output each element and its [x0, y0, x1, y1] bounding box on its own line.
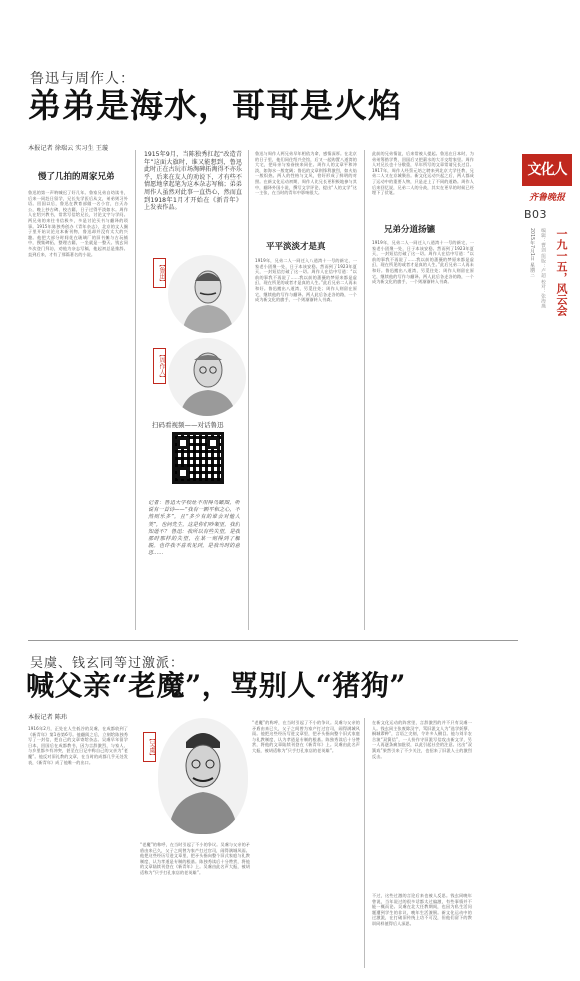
article1-column-3b: 1919年，兄弟二人一同迁入八道湾十一号的新宅，一家老小团聚一处，日子本该安稳。然而到了1923年夏天，一封短信打破了这一切。周作人在信中写道：“以前的事我不再说了……我以前的蔷薇的梦原来都是虚幻，现在所见的或者才是真的人生。”此后兄弟二人再未和好。鲁迅搬出八道湾，另觅住处；周作人则留在原宅，继续他的写作与翻译。两人此后各走各的路，一个成为新文化的旗手，一个则渐渐转入书斋。: [255, 258, 357, 303]
luxun-tag: 【鲁迅】: [153, 258, 166, 288]
section-divider: [28, 640, 518, 641]
article1-column-4b: 1919年，兄弟二人一同迁入八道湾十一号的新宅，一家老小团聚一处，日子本该安稳。然而到了1923年夏天，一封短信打破了这一切。周作人在信中写道：“以前的事我不再说了……我以前的蔷薇的梦原来都是虚幻，现在所见的或者才是真的人生。”此后兄弟二人再未和好。鲁迅搬出八道湾，另觅住处；周作人则留在原宅，继续他的写作与翻译。两人此后各走各的路，一个成为新文化的旗手，一个则渐渐转入书斋。: [372, 240, 474, 285]
column-rule: [364, 718, 365, 968]
column-rule: [364, 150, 365, 630]
article1-subhead-1: 慢了几拍的周家兄弟: [38, 172, 115, 182]
article1-pullquote: 1915年9月，当陈独秀扛起“改造青年”这面大旗时，谁又能想到，鲁迅此时正在古玩市场淘碑拓淘得不亦乐乎，后来在友人的劝说下，才有些不情愿地拿起笔为这本杂志写稿；弟弟周作人虽然对此事一直热心，然而直到1918年1月才开始在《新青年》上发表作品。: [144, 151, 242, 212]
zhouzuoren-tag: 【周作人】: [153, 348, 166, 384]
article1-column-3: 鲁迅与周作人两兄弟早年相依为命，感情深厚。在北京的日子里，他们同住绍兴会馆，后又一起购置八道湾的大宅，把母亲与家眷接来同住。周作人的文章平和冲淡，如海水一般宽阔；鲁迅的文章则锋利激烈，如火焰一般炽热。两人的性格与文风，恰好形成了鲜明的对照。在新文化运动初期，周作人比兄长更积极地参与其中，翻译外国小说，撰写文学评论，提出“人的文学”这一主张，在当时的青年中影响很大。: [255, 151, 357, 196]
masthead: [522, 0, 580, 420]
masthead-section-title: 文化人: [522, 154, 572, 186]
article1-byline: 本报记者 徐瑞云 实习生 王璇: [28, 145, 109, 152]
qr-caption: 扫码看视频——对话鲁迅: [152, 421, 224, 429]
masthead-paper-name: 齐鲁晚报: [528, 193, 565, 203]
wuyu-tag: 【吴虞】: [143, 732, 156, 762]
masthead-page-number: B03: [524, 208, 548, 221]
article2-column-2: “老魔”的称呼，在当时引起了不小的争议。吴虞与父亲的矛盾由来已久，父子之间曾为家产打过官司，闹得满城风雨。他把这些经历写进文章里，把矛头指向整个旧式家庭与礼教制度，认为孝道是专制的根基。陈独秀读后十分赞赏，将他的文章陆续刊登在《新青年》上。吴虞由此名声大振，被胡适称为“只手打孔家店的老英雄”。: [140, 842, 250, 875]
masthead-editor-line: 编辑：曹剑 组版：卢超 校对：张海燕: [540, 228, 545, 308]
article1-column-1: 鲁迅的第一声呐喊迟了好几年。鲁家兄弟自幼读书，后来一同赴日留学，兄长先学医后从文，弟弟则习外语。回国以后，鲁迅在教育部做一名小官，白天办公，晚上抄古碑、校古籍，日子过得平淡如水。周作人在绍兴教书，常常写信给兄长，讨论文字与学问。两兄弟的来往书信极多，多是讨论买书与翻译的琐事。1915年陈独秀创办《青年杂志》，北京的文人圈子里开始议论这本新刊物，鲁迅却并没有太大的兴趣。他把大部分时间花在琉璃厂的旧书摊与古玩铺中，搜集碑拓，整理古籍，一坐就是一整天。钱玄同多次登门拜访，劝他为杂志写稿，他起初总是推辞。直到后来，才有了那篇著名的小说。: [28, 190, 128, 257]
article2-headline: 喊父亲“老魔”，骂别人“猪狗”: [26, 669, 406, 702]
zhouzuoren-portrait: [168, 338, 246, 416]
article2-byline: 本报记者 陈玮: [28, 714, 68, 721]
luxun-portrait: [168, 255, 246, 333]
masthead-series-title: 一九一五，风云会: [555, 228, 568, 316]
column-rule: [135, 150, 136, 630]
column-rule: [248, 150, 249, 630]
reporter-dialogue: 记者：鲁迅大学校址不用得鸟瞰图，听说有一首诗——“我有一颗平和之心，不然则乐多”，且“多少有的谁会对他人笑”，也问先生，这是你们吵架里，我们知道不？ 鲁迅：我所以有些失望，是我那时那样的失望，在某一刻得到了解脱。也许我不喜欢见到，是我当时的意思……: [148, 500, 240, 557]
qr-code[interactable]: [172, 432, 224, 484]
article1-column-4: 此前的兄弟情谊，后来常被人提起。鲁迅在日本时，为弟弟筹措学费，回国后又把薪水的大半交给家里。周作人对兄长也十分敬重，早年所写的文章常请兄长过目。1917年，周作人经蔡元培之聘来到北京大学任教，兄弟二人又在京城聚首。新文化运动兴起之后，两人都成了运动中的重要人物，只是走上了不同的道路。周作人后来回忆说，兄弟二人的分歧，其实在更早的时候已经埋下了伏笔。: [372, 151, 474, 196]
masthead-dateline: 2015年7月1日 星期三: [529, 228, 534, 277]
article1-headline: 弟弟是海水，哥哥是火焰: [28, 86, 402, 125]
article2-column-4: 不过，这些过激的言论后来也被人反思。钱玄同晚年曾说，当年说过的很多话都太过偏激，有些事情并不能一概而论。吴虞在北大任教期间，也因为私生活问题遭到学生的非议，晚年生活潦倒。新文化运动中的过激派，在打破旧传统上功不可没，但他们留下的教训同样值得后人深思。: [372, 893, 472, 926]
article2-column-2b: “老魔”的称呼，在当时引起了不小的争议。吴虞与父亲的矛盾由来已久，父子之间曾为家产打过官司，闹得满城风雨。他把这些经历写进文章里，把矛头指向整个旧式家庭与礼教制度，认为孝道是专制的根基。陈独秀读后十分赞赏，将他的文章陆续刊登在《新青年》上。吴虞由此名声大振，被胡适称为“只手打孔家店的老英雄”。: [252, 720, 360, 753]
article2-kicker: 吴虞、钱玄同等过激派：: [30, 656, 185, 671]
article1-subhead-2: 平平淡淡才是真: [266, 242, 326, 252]
article2-column-3: 在新文化运动的阵营里，言辞激烈的并不只有吴虞一人。钱玄同主张废除汉字，骂旧派文人为“选学妖孽、桐城谬种”，言语之尖刻，令许多人侧目。他与刘半农合演“双簧信”，一人扮作守旧派写信攻击新文学，另一人再逐条痛加批驳，以此引起社会的注意。这出“双簧戏”果然引来了不少关注，也招来了旧派人士的激烈反击。: [372, 720, 472, 759]
article1-subhead-3: 兄弟分道扬镳: [384, 225, 436, 235]
article1-kicker: 鲁迅与周作人：: [30, 71, 135, 87]
wuyu-portrait: [158, 718, 248, 834]
article2-column-1: 1916年2月，正处在人生低谷的吴虞，在成都收到了《新青年》第1卷第6号。他翻阅之后，立刻给陈独秀写了一封信，把自己的文章寄给杂志。吴虞早年留学日本，回国后在成都教书，因为言辞激烈，与家人、与乡里都多有冲突，甚至在日记中称自己的父亲为“老魔”。他反对旧礼教的文章，在当时的成都几乎无处发表，《新青年》成了他唯一的出口。: [28, 726, 128, 765]
